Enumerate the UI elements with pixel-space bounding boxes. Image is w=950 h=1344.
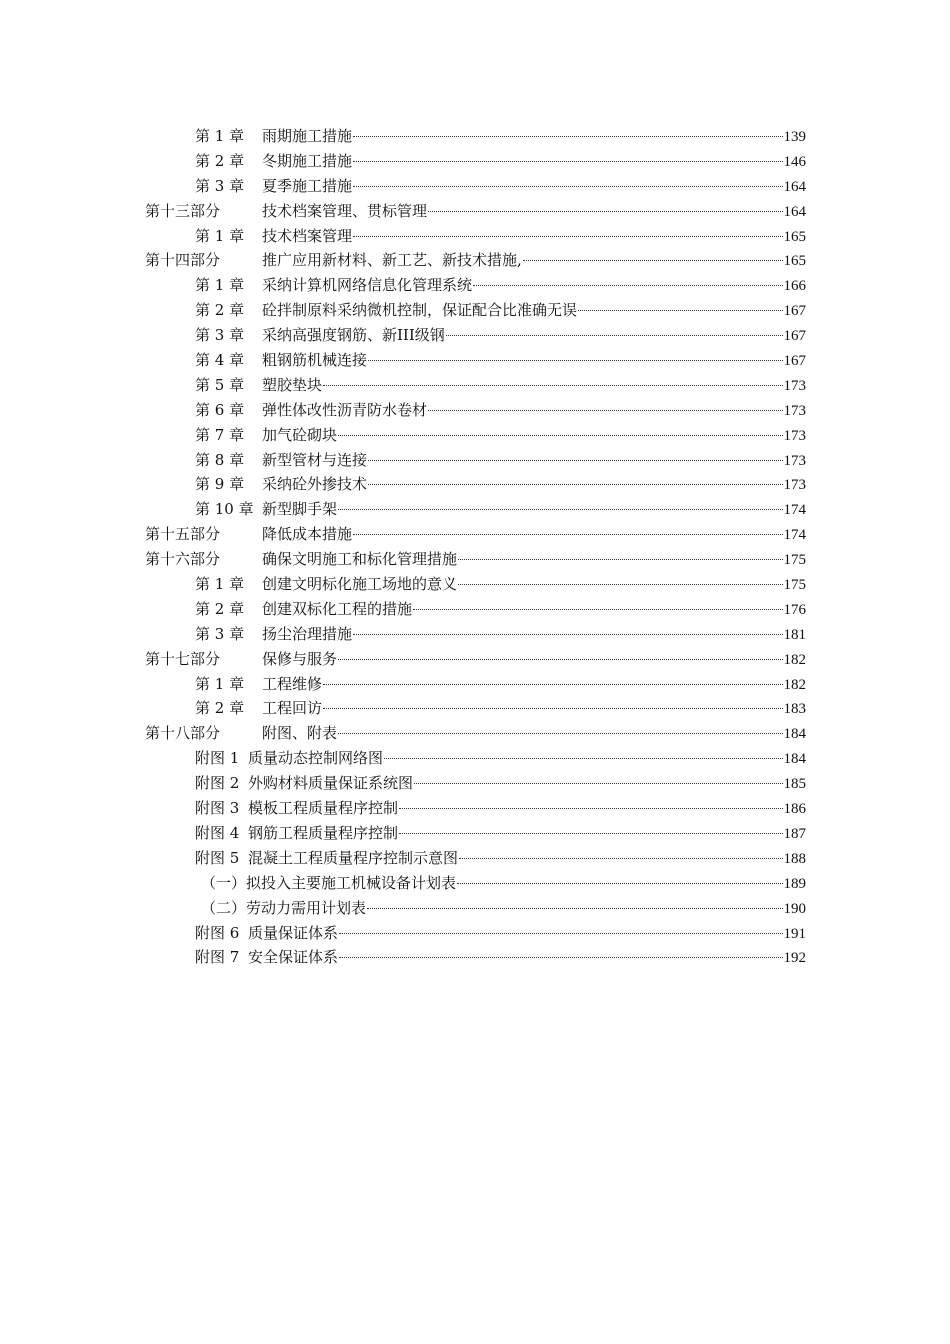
toc-entry[interactable] bbox=[145, 746, 806, 771]
toc-entry-title: 冬期施工措施 bbox=[262, 151, 353, 170]
toc-entry[interactable] bbox=[145, 945, 806, 970]
toc-entry-number: 第十七部分 bbox=[145, 649, 221, 668]
toc-entry[interactable] bbox=[145, 622, 806, 647]
toc-dot-leader bbox=[338, 659, 782, 660]
toc-entry-title: 技术档案管理、贯标管理 bbox=[262, 201, 428, 220]
toc-entry[interactable] bbox=[145, 896, 806, 921]
toc-entry-page-number: 165 bbox=[783, 253, 806, 270]
toc-entry-page-number: 164 bbox=[783, 203, 806, 220]
toc-entry-page-number: 146 bbox=[783, 153, 806, 170]
toc-dot-leader bbox=[353, 236, 782, 237]
toc-entry-title: （一）拟投入主要施工机械设备计划表 bbox=[201, 873, 457, 892]
toc-dot-leader bbox=[368, 460, 782, 461]
toc-entry-title: 加气砼砌块 bbox=[262, 425, 338, 444]
toc-entry-number: 第 1 章 bbox=[195, 276, 245, 295]
toc-entry-number: 附图 7 bbox=[195, 948, 240, 967]
toc-entry-title: 塑胶垫块 bbox=[262, 375, 323, 394]
toc-entry-page-number: 190 bbox=[783, 900, 806, 917]
toc-dot-leader bbox=[339, 933, 782, 934]
toc-entry-title: 新型管材与连接 bbox=[262, 450, 368, 469]
toc-dot-leader bbox=[459, 858, 782, 859]
toc-entry-title: 创建双标化工程的措施 bbox=[262, 599, 413, 618]
toc-entry-number: 第 10 章 bbox=[195, 500, 254, 519]
toc-entry-number: 第十六部分 bbox=[145, 550, 221, 569]
toc-entry[interactable] bbox=[145, 696, 806, 721]
toc-entry-title: 降低成本措施 bbox=[262, 525, 353, 544]
toc-entry-title: 安全保证体系 bbox=[248, 948, 339, 967]
toc-dot-leader bbox=[353, 634, 782, 635]
toc-dot-leader bbox=[368, 484, 782, 485]
toc-entry-title: 质量保证体系 bbox=[248, 923, 339, 942]
toc-dot-leader bbox=[323, 684, 782, 685]
toc-entry-page-number: 174 bbox=[783, 527, 806, 544]
toc-entry-number: 第 9 章 bbox=[195, 475, 245, 494]
toc-entry-number: 附图 6 bbox=[195, 923, 240, 942]
toc-dot-leader bbox=[353, 136, 782, 137]
toc-entry-title: 质量动态控制网络图 bbox=[248, 749, 384, 768]
toc-entry-page-number: 166 bbox=[783, 278, 806, 295]
toc-entry[interactable] bbox=[145, 348, 806, 373]
toc-entry[interactable] bbox=[145, 871, 806, 896]
toc-entry-number: 第十四部分 bbox=[145, 251, 221, 270]
toc-entry-page-number: 181 bbox=[783, 626, 806, 643]
toc-entry-page-number: 186 bbox=[783, 801, 806, 818]
toc-entry-title: 附图、附表 bbox=[262, 724, 338, 743]
toc-dot-leader bbox=[458, 559, 782, 560]
toc-entry-page-number: 174 bbox=[783, 502, 806, 519]
toc-entry-number: 附图 2 bbox=[195, 774, 240, 793]
toc-entry[interactable] bbox=[145, 373, 806, 398]
toc-entry-title: 粗钢筋机械连接 bbox=[262, 351, 368, 370]
toc-entry-number: 第 1 章 bbox=[195, 575, 245, 594]
toc-entry-number: 附图 5 bbox=[195, 848, 240, 867]
toc-entry-title: 夏季施工措施 bbox=[262, 176, 353, 195]
toc-entry-title: 推广应用新材料、新工艺、新技术措施, bbox=[262, 251, 522, 270]
toc-entry[interactable] bbox=[145, 921, 806, 946]
toc-dot-leader bbox=[457, 883, 782, 884]
toc-dot-leader bbox=[338, 435, 782, 436]
toc-entry-page-number: 173 bbox=[783, 477, 806, 494]
toc-dot-leader bbox=[353, 161, 782, 162]
toc-entry-page-number: 184 bbox=[783, 751, 806, 768]
toc-entry-page-number: 165 bbox=[783, 228, 806, 245]
toc-entry-page-number: 187 bbox=[783, 825, 806, 842]
toc-entry-title: 工程回访 bbox=[262, 699, 323, 718]
toc-entry[interactable] bbox=[145, 821, 806, 846]
toc-entry[interactable] bbox=[145, 672, 806, 697]
toc-entry-page-number: 167 bbox=[783, 353, 806, 370]
toc-dot-leader bbox=[323, 708, 782, 709]
toc-dot-leader bbox=[399, 808, 782, 809]
toc-entry-page-number: 185 bbox=[783, 776, 806, 793]
toc-dot-leader bbox=[399, 833, 782, 834]
toc-entry[interactable] bbox=[145, 771, 806, 796]
toc-entry[interactable] bbox=[145, 273, 806, 298]
toc-entry-number: 附图 3 bbox=[195, 799, 240, 818]
toc-entry-page-number: 175 bbox=[783, 552, 806, 569]
toc-entry[interactable] bbox=[145, 497, 806, 522]
toc-entry[interactable] bbox=[145, 647, 806, 672]
toc-entry-number: 第 3 章 bbox=[195, 624, 245, 643]
toc-entry-number: 第 8 章 bbox=[195, 450, 245, 469]
toc-entry-title: 钢筋工程质量程序控制 bbox=[248, 823, 399, 842]
toc-entry-number: 第 2 章 bbox=[195, 151, 245, 170]
toc-dot-leader bbox=[523, 260, 783, 261]
toc-entry-page-number: 184 bbox=[783, 726, 806, 743]
toc-entry-page-number: 173 bbox=[783, 377, 806, 394]
toc-entry-title: 创建文明标化施工场地的意义 bbox=[262, 575, 458, 594]
toc-entry[interactable] bbox=[145, 124, 806, 149]
toc-entry-title: 采纳砼外掺技术 bbox=[262, 475, 368, 494]
toc-entry-number: 附图 1 bbox=[195, 749, 240, 768]
toc-dot-leader bbox=[458, 584, 782, 585]
toc-entry-page-number: 173 bbox=[783, 427, 806, 444]
toc-entry[interactable] bbox=[145, 174, 806, 199]
toc-entry[interactable] bbox=[145, 398, 806, 423]
toc-entry-number: 第 2 章 bbox=[195, 699, 245, 718]
toc-dot-leader bbox=[428, 410, 782, 411]
toc-entry-number: 第 1 章 bbox=[195, 674, 245, 693]
toc-dot-leader bbox=[578, 310, 782, 311]
toc-entry-title: 雨期施工措施 bbox=[262, 127, 353, 145]
toc-entry-page-number: 183 bbox=[783, 701, 806, 718]
toc-entry[interactable] bbox=[145, 248, 806, 273]
toc-entry-page-number: 173 bbox=[783, 452, 806, 469]
toc-dot-leader bbox=[368, 360, 782, 361]
toc-entry[interactable] bbox=[145, 298, 806, 323]
toc-entry[interactable] bbox=[145, 721, 806, 746]
toc-entry-title: 工程维修 bbox=[262, 674, 323, 693]
toc-entry-title: 模板工程质量程序控制 bbox=[248, 799, 399, 818]
toc-entry-title: （二）劳动力需用计划表 bbox=[201, 898, 367, 917]
toc-entry[interactable] bbox=[145, 846, 806, 871]
toc-entry-number: 第 2 章 bbox=[195, 599, 245, 618]
toc-entry-number: 第 5 章 bbox=[195, 375, 245, 394]
toc-entry-page-number: 176 bbox=[783, 601, 806, 618]
toc-entry-page-number: 173 bbox=[783, 402, 806, 419]
toc-entry[interactable] bbox=[145, 522, 806, 547]
toc-entry-title: 采纳计算机网络信息化管理系统 bbox=[262, 276, 473, 295]
toc-entry-page-number: 192 bbox=[783, 950, 806, 967]
toc-entry-number: 第 2 章 bbox=[195, 301, 245, 320]
toc-entry[interactable] bbox=[145, 224, 806, 249]
toc-entry-number: 第 3 章 bbox=[195, 176, 245, 195]
toc-entry-number: 第 7 章 bbox=[195, 425, 245, 444]
toc-entry[interactable] bbox=[145, 448, 806, 473]
toc-entry-number: 第十八部分 bbox=[145, 724, 221, 743]
toc-entry-page-number: 167 bbox=[783, 303, 806, 320]
toc-entry-title: 弹性体改性沥青防水卷材 bbox=[262, 400, 428, 419]
toc-entry-title: 保修与服务 bbox=[262, 649, 338, 668]
toc-entry-number: 第 1 章 bbox=[195, 127, 245, 145]
toc-entry-page-number: 139 bbox=[783, 129, 806, 145]
toc-entry-title: 新型脚手架 bbox=[262, 500, 338, 519]
table-of-contents bbox=[145, 124, 806, 970]
toc-entry-page-number: 189 bbox=[783, 875, 806, 892]
toc-entry-title: 外购材料质量保证系统图 bbox=[248, 774, 414, 793]
toc-entry[interactable] bbox=[145, 323, 806, 348]
toc-dot-leader bbox=[428, 211, 782, 212]
toc-dot-leader bbox=[413, 609, 782, 610]
toc-entry[interactable] bbox=[145, 572, 806, 597]
toc-entry-number: 第 3 章 bbox=[195, 326, 245, 345]
toc-entry-number: 第十三部分 bbox=[145, 201, 221, 220]
toc-entry-number: 第 4 章 bbox=[195, 351, 245, 370]
toc-dot-leader bbox=[323, 385, 782, 386]
toc-entry-title: 混凝土工程质量程序控制示意图 bbox=[248, 848, 459, 867]
toc-entry-page-number: 164 bbox=[783, 178, 806, 195]
toc-dot-leader bbox=[339, 957, 782, 958]
toc-entry-title: 确保文明施工和标化管理措施 bbox=[262, 550, 458, 569]
toc-entry-number: 第 6 章 bbox=[195, 400, 245, 419]
toc-entry[interactable] bbox=[145, 423, 806, 448]
toc-entry-title: 采纳高强度钢筋、新III级钢 bbox=[262, 326, 445, 345]
toc-dot-leader bbox=[414, 783, 782, 784]
toc-entry-title: 扬尘治理措施 bbox=[262, 624, 353, 643]
toc-entry-number: 第 1 章 bbox=[195, 226, 245, 245]
toc-dot-leader bbox=[353, 186, 782, 187]
toc-entry[interactable] bbox=[145, 149, 806, 174]
toc-dot-leader bbox=[446, 335, 783, 336]
toc-dot-leader bbox=[338, 733, 782, 734]
toc-entry-number: 第十五部分 bbox=[145, 525, 221, 544]
toc-entry-title: 砼拌制原料采纳微机控制，保证配合比准确无误 bbox=[262, 301, 578, 320]
toc-dot-leader bbox=[353, 534, 782, 535]
toc-entry-page-number: 167 bbox=[783, 328, 806, 345]
toc-entry-page-number: 188 bbox=[783, 850, 806, 867]
toc-dot-leader bbox=[367, 908, 782, 909]
toc-entry[interactable] bbox=[145, 547, 806, 572]
toc-entry-title: 技术档案管理 bbox=[262, 226, 353, 245]
toc-entry-page-number: 182 bbox=[783, 651, 806, 668]
toc-dot-leader bbox=[338, 509, 782, 510]
toc-entry-number: 附图 4 bbox=[195, 823, 240, 842]
toc-dot-leader bbox=[473, 285, 782, 286]
toc-entry[interactable] bbox=[145, 472, 806, 497]
toc-entry[interactable] bbox=[145, 199, 806, 224]
toc-entry-page-number: 175 bbox=[783, 577, 806, 594]
toc-entry-page-number: 191 bbox=[783, 925, 806, 942]
toc-entry[interactable] bbox=[145, 597, 806, 622]
toc-dot-leader bbox=[384, 758, 782, 759]
toc-entry-page-number: 182 bbox=[783, 676, 806, 693]
toc-entry[interactable] bbox=[145, 796, 806, 821]
